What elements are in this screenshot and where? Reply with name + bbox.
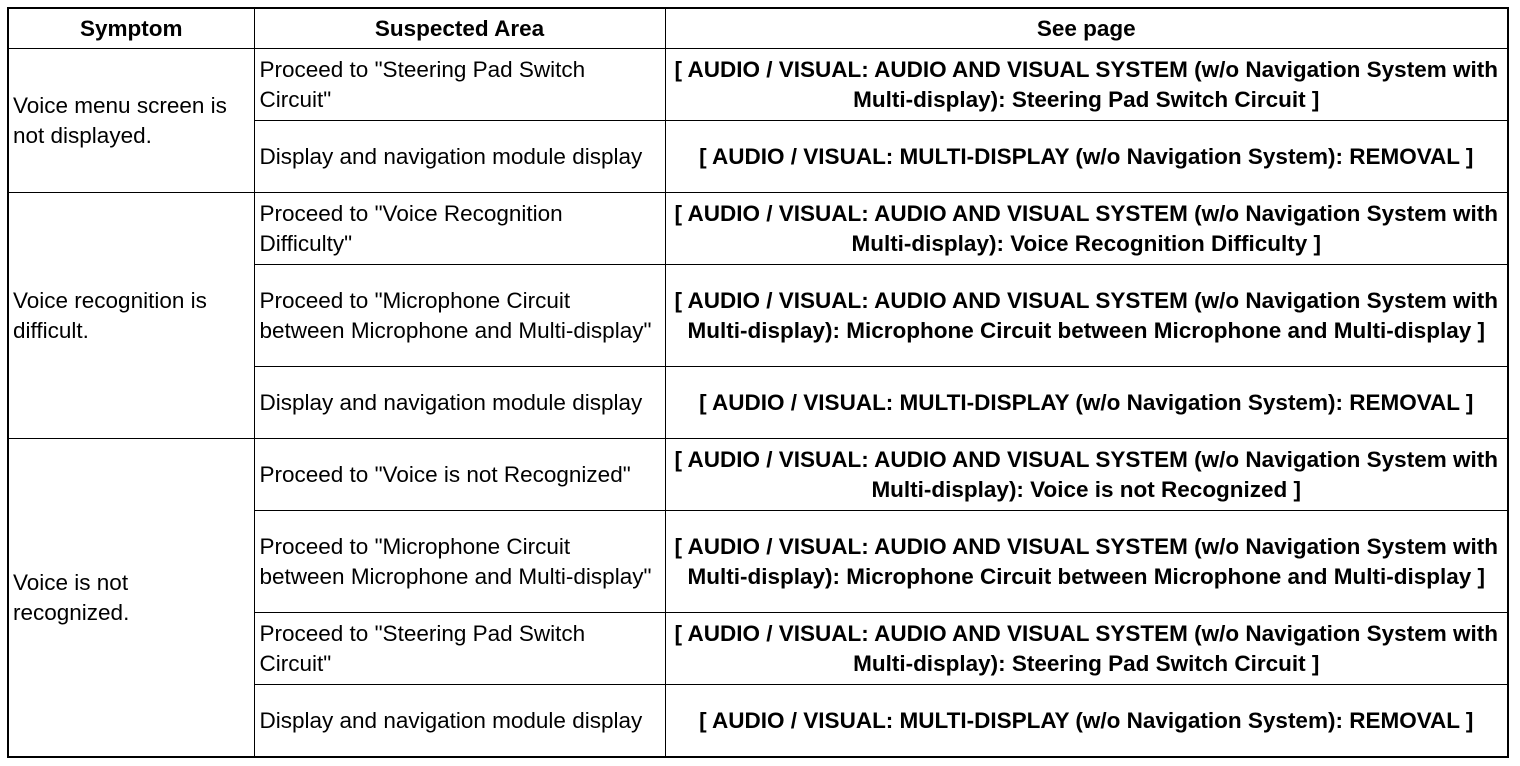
table-row — [8, 439, 1508, 511]
suspected-area-cell: Proceed to "Steering Pad Switch Circuit" — [254, 49, 665, 121]
symptom-cell: Voice recognition is difficult. — [8, 193, 254, 439]
see-page-link[interactable]: [ AUDIO / VISUAL: MULTI-DISPLAY (w/o Navigation System): REMOVAL ] — [665, 121, 1508, 193]
symptom-cell: Voice is not recognized. — [8, 439, 254, 758]
see-page-link[interactable]: [ AUDIO / VISUAL: MULTI-DISPLAY (w/o Navigation System): REMOVAL ] — [665, 685, 1508, 758]
see-page-link[interactable]: [ AUDIO / VISUAL: AUDIO AND VISUAL SYSTEM (w/o Navigation System with Multi-display): Microphone Circuit between Microphone and Multi-display ] — [665, 265, 1508, 367]
suspected-area-cell: Proceed to "Microphone Circuit between Microphone and Multi-display" — [254, 511, 665, 613]
suspected-area-cell: Proceed to "Microphone Circuit between Microphone and Multi-display" — [254, 265, 665, 367]
header-row — [8, 8, 1508, 49]
symptom-cell: Voice menu screen is not displayed. — [8, 49, 254, 193]
see-page-link[interactable]: [ AUDIO / VISUAL: MULTI-DISPLAY (w/o Navigation System): REMOVAL ] — [665, 367, 1508, 439]
header-symptom: Symptom — [8, 8, 254, 49]
see-page-link[interactable]: [ AUDIO / VISUAL: AUDIO AND VISUAL SYSTEM (w/o Navigation System with Multi-display): Steering Pad Switch Circuit ] — [665, 613, 1508, 685]
suspected-area-cell: Display and navigation module display — [254, 685, 665, 758]
header-see-page: See page — [665, 8, 1508, 49]
suspected-area-cell: Display and navigation module display — [254, 121, 665, 193]
table-row — [8, 49, 1508, 121]
see-page-link[interactable]: [ AUDIO / VISUAL: AUDIO AND VISUAL SYSTEM (w/o Navigation System with Multi-display): Voice Recognition Difficulty ] — [665, 193, 1508, 265]
see-page-link[interactable]: [ AUDIO / VISUAL: AUDIO AND VISUAL SYSTEM (w/o Navigation System with Multi-display): Steering Pad Switch Circuit ] — [665, 49, 1508, 121]
suspected-area-cell: Proceed to "Steering Pad Switch Circuit" — [254, 613, 665, 685]
header-suspected-area: Suspected Area — [254, 8, 665, 49]
see-page-link[interactable]: [ AUDIO / VISUAL: AUDIO AND VISUAL SYSTEM (w/o Navigation System with Multi-display): Microphone Circuit between Microphone and Multi-display ] — [665, 511, 1508, 613]
table-row — [8, 193, 1508, 265]
suspected-area-cell: Display and navigation module display — [254, 367, 665, 439]
see-page-link[interactable]: [ AUDIO / VISUAL: AUDIO AND VISUAL SYSTEM (w/o Navigation System with Multi-display): Voice is not Recognized ] — [665, 439, 1508, 511]
suspected-area-cell: Proceed to "Voice Recognition Difficulty" — [254, 193, 665, 265]
troubleshooting-table — [7, 7, 1509, 758]
suspected-area-cell: Proceed to "Voice is not Recognized" — [254, 439, 665, 511]
